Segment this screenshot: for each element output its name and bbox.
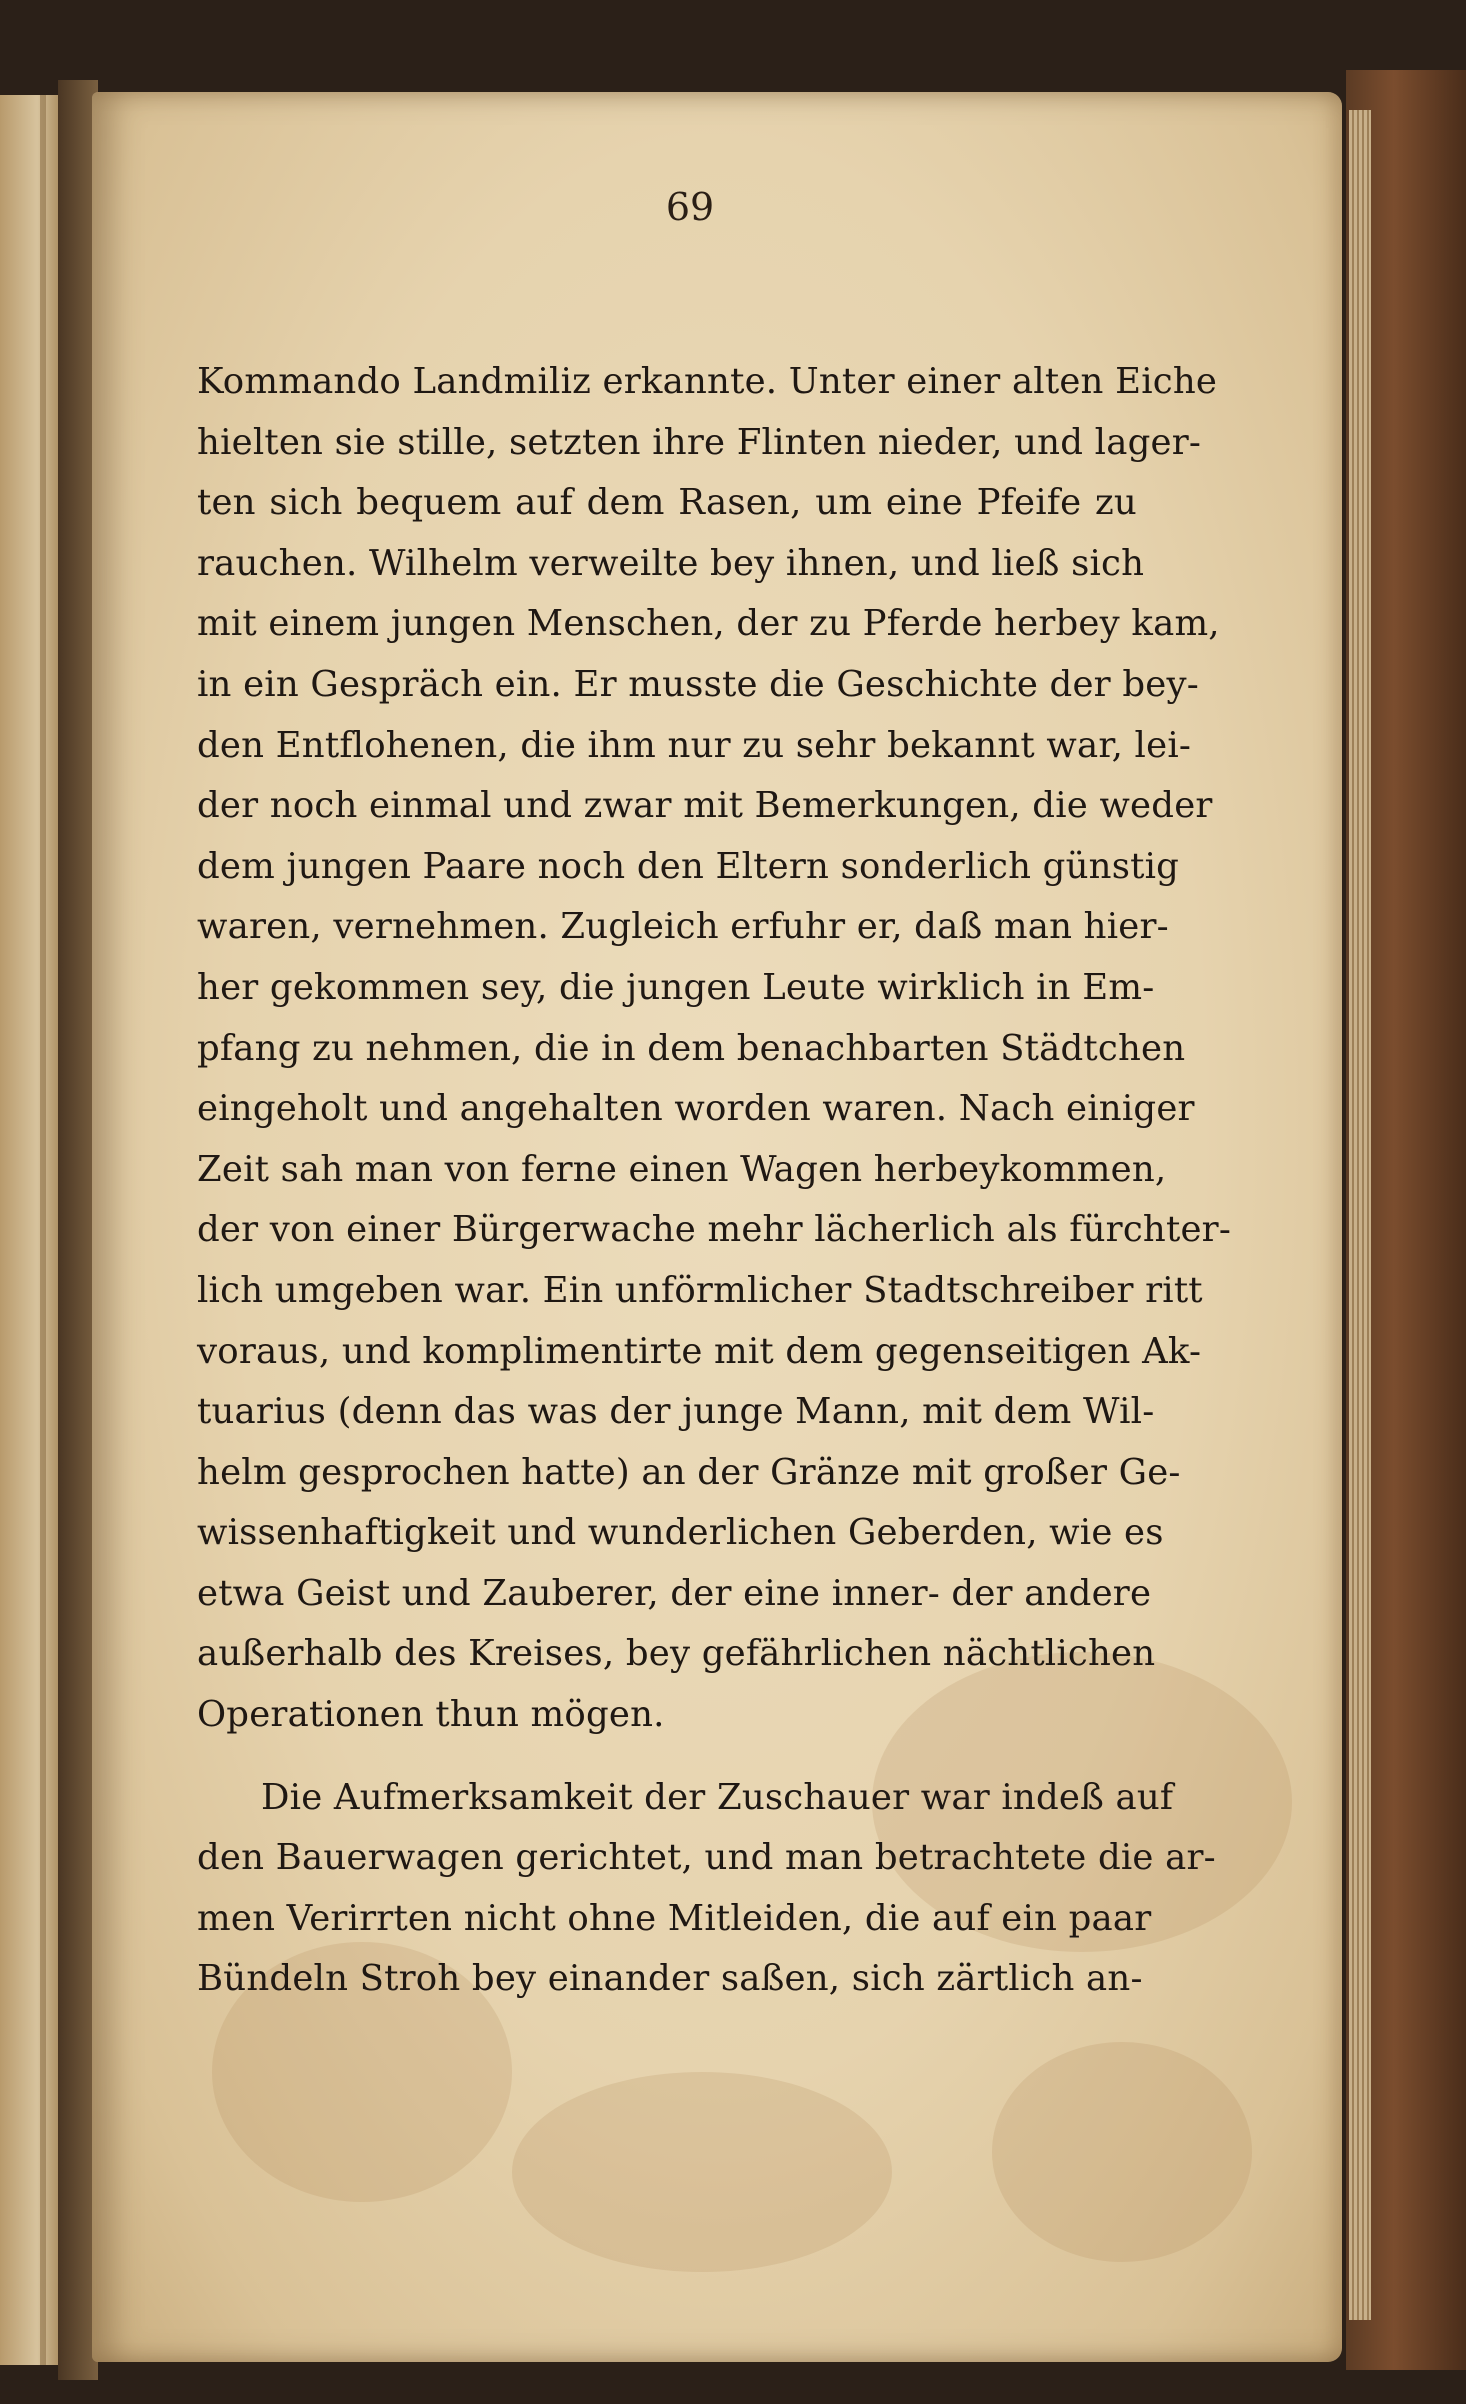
paragraph	[197, 352, 1232, 1746]
paragraph	[197, 1768, 1216, 2010]
text-line: tuarius (denn das was der junge Mann, mit dem Wil-	[197, 1391, 1155, 1433]
paper-stain	[992, 2042, 1252, 2262]
page-stack-edge	[1349, 110, 1371, 2320]
paragraph-gap	[197, 1746, 1137, 1768]
text-line: Die Aufmerksamkeit der Zuschauer war indeß auf	[261, 1776, 1174, 1818]
text-line: Bündeln Stroh bey einander saßen, sich zärtlich an-	[197, 1958, 1143, 2000]
text-line: pfang zu nehmen, die in dem benachbarten Städtchen	[197, 1027, 1186, 1069]
text-line: etwa Geist und Zauberer, der eine inner- der andere	[197, 1572, 1152, 1614]
text-line: dem jungen Paare noch den Eltern sonderlich günstig	[197, 845, 1180, 887]
text-line: wissenhaftigkeit und wunderlichen Geberden, wie es	[197, 1512, 1164, 1554]
text-line: den Entflohenen, die ihm nur zu sehr bekannt war, lei-	[197, 724, 1192, 766]
text-line: der noch einmal und zwar mit Bemerkungen, die weder	[197, 785, 1213, 827]
text-line: rauchen. Wilhelm verweilte bey ihnen, und ließ sich	[197, 542, 1145, 584]
text-line: außerhalb des Kreises, bey gefährlichen nächtlichen	[197, 1633, 1156, 1675]
text-line: lich umgeben war. Ein unförmlicher Stadtschreiber ritt	[197, 1269, 1203, 1311]
body-text	[197, 352, 1232, 2010]
text-line: men Verirrten nicht ohne Mitleiden, die auf ein paar	[197, 1897, 1152, 1939]
text-line: hielten sie stille, setzten ihre Flinten nieder, und lager-	[197, 421, 1202, 463]
text-line: in ein Gespräch ein. Er musste die Geschichte der bey-	[197, 663, 1199, 705]
page-number: 69	[665, 185, 715, 229]
left-page-edge	[40, 95, 46, 2365]
text-line: her gekommen sey, die jungen Leute wirklich in Em-	[197, 966, 1155, 1008]
text-line: der von einer Bürgerwache mehr lächerlich als fürchter-	[197, 1209, 1232, 1251]
text-line: Kommando Landmiliz erkannte. Unter einer alten Eiche	[197, 361, 1218, 402]
text-line: waren, vernehmen. Zugleich erfuhr er, daß man hier-	[197, 906, 1169, 948]
text-line: den Bauerwagen gerichtet, und man betrachtete die ar-	[197, 1837, 1216, 1879]
text-line: helm gesprochen hatte) an der Gränze mit großer Ge-	[197, 1451, 1181, 1493]
text-line: eingeholt und angehalten worden waren. Nach einiger	[197, 1088, 1195, 1130]
paper-stain	[512, 2072, 892, 2272]
text-line: mit einem jungen Menschen, der zu Pferde herbey kam,	[197, 603, 1220, 645]
text-line: Zeit sah man von ferne einen Wagen herbeykommen,	[197, 1148, 1167, 1190]
left-facing-page	[0, 95, 62, 2365]
text-line: ten sich bequem auf dem Rasen, um eine Pfeife zu	[197, 482, 1137, 524]
text-line: voraus, und komplimentirte mit dem gegenseitigen Ak-	[197, 1330, 1202, 1372]
text-line: Operationen thun mögen.	[197, 1694, 665, 1736]
